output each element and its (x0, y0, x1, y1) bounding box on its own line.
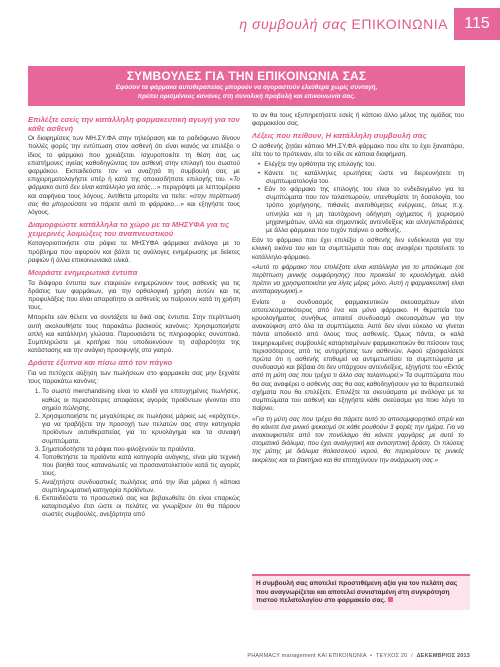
list-item: • Κάνετε τις κατάλληλες ερωτήσεις ώστε να διερευνήσετε τη συμπτωματολογία του. (266, 170, 464, 186)
paragraph-not-suitable: Εάν το φάρμακο που έχει επιλέξει ο ασθενής δεν ενδείκνυται για την κλινική εικόνα του και τα συμπτώματα που σας αναφέρει προτείνετε το κατάλληλο φάρμακο. (252, 237, 464, 261)
page-header (0, 8, 500, 38)
list-item: 2. Χρησιμοποιήστε τις μεγαλύτερες σε πωλήσεις μάρκες ως «κράχτες», για να τραβήξετε την προσοχή των πελατών σας στην κατηγορία προϊόντων αυτοθεραπείας για το κρυολόγημα και τα συναφή συμπτώματα. (42, 413, 240, 446)
paragraph-leaflets-2: Μπορείτε εάν θέλετε να συντάξετε τα δικά σας έντυπα. Στην περίπτωση αυτή ακολουθήστε τους παρακάτω βασικούς κανόνες: Χρησιμοποιήστε απλή και κατάλληλη γλώσσα. Παρουσιάστε τις πληροφορίες συνοπτικά. Συμπληρώστε με κριτήρια που υποδεικνύουν τη σοβαρότητα της κατάστασης και την ανάγκη προσφυγής στο γιατρό. (28, 314, 240, 355)
banner-subtitle-1: Εφόσον τα φάρμακα αυτοθεραπείας μπορούν να αγοραστούν ελεύθερα χωρίς συνταγή, (115, 84, 378, 91)
footer: PHARMACY management ΚΑΙ ΕΠΙΚΟΙΝΩΝΙΑ • ΤΕΥΧΟΣ 20 / ΔΕΚΕΜΒΡΙΟΣ 2013 (247, 653, 470, 659)
section-title-italic: η συμβουλή σας (239, 16, 348, 32)
paragraph-choose-therapy: Οι διαφημίσεις των ΜΗ.ΣΥ.ΦΑ στην τηλεόραση και το ραδιόφωνο δίνουν πολλές φορές την εντύπωση στον ασθενή ότι είναι ικανός να επιλέξει ο ίδιος το φάρμακο που χρειάζεται. Ισχυροποιείτε τη θέση σας ως επιστήμονες υγείας καθοδηγώντας τον ασθενή στην επιλογή του σωστού φαρμάκου. Εκπαιδεύστε τον να αναζητά τη συμβουλή σας με επιχειρηματολογήστε υπέρ ή κατά της οποιασδήποτε επιλογής του. «Το φάρμακο αυτό δεν είναι κατάλληλο για εσάς…» περιγράψτε με λεπτομέρεια και σαφήνεια τους λόγους. Αντίθετα μπορείτε να πείτε: «στην περίπτωσή σας θα μπορούσατε να πάρετε αυτό το φάρμακο…» και εξηγήστε τους λόγους. (28, 135, 240, 217)
list-item: 6. Εκπαιδεύστε το προσωπικό σας και βεβαιωθείτε ότι είναι επαρκώς καταρτισμένο έτσι ώστε οι πελάτες να γνωρίζουν ότι θα πάρουν σωστές συμβουλές, ανεξάρτητα από (42, 495, 240, 520)
footer-date: ΔΕΚΕΜΒΡΙΟΣ 2013 (416, 653, 470, 659)
paragraph-arrange-space: Καταγοριοποιήστε στα ράφια τα ΜΗΣΥΦΑ φάρμακα ανάλογα με το πρόβλημα που αφορούν και βάλτε τις ανάλογες ενημέρωσης με δείκτες ραφιών ή άλλα επικοινωνιακά υλικά. (28, 240, 240, 264)
banner-title: ΣΥΜΒΟΥΛΕΣ ΓΙΑ ΤΗΝ ΕΠΙΚΟΙΝΩΝΙΑ ΣΑΣ (126, 69, 367, 83)
page-number: 115 (454, 8, 500, 40)
paragraph-combination: Ενίοτε ο συνδυασμός φαρμακευτικών σκευασμάτων είναι αποτελεσματικότερος από ένα και μόνο φάρμακο. Η θεραπεία του κρυολογήματος συνήθως απαιτεί συνδυασμό σκευασμάτων για την ανακούφιση από όλα τα συμπτώματα. Αυτό δεν είναι εύκολο να γίνεται πάντα αποδεκτό από όλους τους ασθενείς. Όμως πάντα, οι καλά τεκμηριωμένες συμβουλές καταρτισμένων φαρμακοποιών θα πείσουν τους περισσότερους από τις αντιρρήσεις των ασθενών. Αφού εξασφαλίσετε πρώτα ότι η ασθενής επιθυμεί να αντιμετωπίσει τα συμπτώματα με συνδυασμό και βέβαια ότι δεν υπάρχουν αντενδείξεις, εξηγήστε του «Εκτός από τη μύτη σας που τρέχει τι άλλο σας ταλαιπωρεί;» Τα συμπτώματα που θα σας αναφέρει ο ασθενής σας θα σας καθοδηγήσουν για τα θεραπευτικά σχήματα που θα επιλέξετε. Επιλέξτε τα σκευάσματα με ανάλογα με τα συμπτώματα του ασθενή και εξηγήστε κάθε σκεύασμα για ποιο λόγο το παίρνει. (252, 298, 464, 413)
advice-bullets (252, 161, 464, 235)
section-title (239, 16, 448, 32)
banner (28, 66, 465, 106)
heading-behind-counter: Δράστε έξυπνα και πίσω από τον πάγκο (28, 358, 173, 368)
section-title-caps: ΕΠΙΚΟΙΝΩΝΙΑ (351, 16, 448, 32)
list-item: 1. Το σωστό merchandising είναι το κλειδί για επιτυχημένες πωλήσεις, καθώς οι περισσότερες αποφάσεις αγοράς προϊόντων γίνονται στο σημείο πώλησης. (42, 388, 240, 413)
heading-leaflets: Μοιράστε ενημερωτικά έντυπα (28, 268, 138, 278)
end-square-icon (388, 597, 393, 602)
quote-treatment: «Για τη μύτη σας που τρέχει θα πάρετε αυτό το αποσυμφορητικό σπρέι και θα κάνετε ένα ρινικό ψεκασμό σε κάθε ρουθούνι 3 φορές την ημέρα. Για να ανακουφιστείτε από τον πονόλαιμο θα κάνετε γαργάρες με αυτό το στοματικό διάλυμα, που έχει αναλγητική και αντισηπτική δράση. Οι πλύσεις της μύτης με διάλυμα θαλασσινού νερού, θα περιορίσουν τις ρινικές εκκρίσεις και τα βακτήρια και θα επιταχύνουν την ανάρρωση σας.» (252, 415, 464, 464)
heading-choose-therapy: Επιλέξτε εσείς την κατάλληλη φαρμακευτική αγωγή για τον κάθε ασθενή (28, 115, 240, 133)
heading-arrange-space: Διαμορφώστε κατάλληλα το χώρο με τα ΜΗΣΥΦΑ για τις χειμερινές λοιμώξεις του αναπνευστικού (28, 220, 230, 238)
left-column (28, 112, 240, 522)
paragraph-patient-request: Ο ασθενής ζητάει κάποιο ΜΗ.ΣΥ.ΦΑ φάρμακο που είτε το έχει ξαναπάρει, είτε του το πρότειναν, είτε το είδε σε κάποια διαφήμιση. (252, 143, 464, 159)
heading-persuasive-words: Λέξεις που πείθουν, Η κατάλληλη συμβουλή σας (252, 131, 427, 141)
paragraph-leaflets-1: Τα διάφορα έντυπα των εταιρειών ενημερώνουν τους ασθενείς για τις δράσεις των φαρμάκων, για την ορθολογική χρήση αυτών και τις προφυλάξεις που είναι απαραίτητο οι ασθενείς να παίρνουν κατά τη χρήση τους. (28, 279, 240, 312)
list-item: • Ελέγξτε την ορθότητα της επιλογής του. (266, 161, 464, 169)
list-item: 3. Σηματοδοτήστε τα ράφια που φιλοξενούν τα προϊόντα. (42, 446, 240, 454)
list-item: 5. Αναζητήστε συνδυαστικές πωλήσεις από την ίδια μάρκα ή κάποια συμπληρωματική κατηγορία προϊόντων. (42, 479, 240, 495)
right-column (252, 112, 464, 467)
list-item: • Εάν το φάρμακο της επιλογής του είναι το ενδεδειγμένο για τα συμπτώματα που τον ταλαιπωρούν, υπενθυμίστε τη δοσολογία, τον τρόπο χορήγησης, πιθανές ανεπιθύμητες ενέργειες, όπως π.χ. υπνηλία και η μη ταυτόχρονη οδήγηση οχήματος ή χειρισμού μηχανημάτων, αλλά και σημαντικές αντενδείξεις και αλληλεπιδράσεις με άλλα φάρμακα που τυχόν παίρνει ο ασθενής. (266, 186, 464, 235)
banner-subtitle-2: πρέπει ορισμένους κανόνες στη συνολική προβολή και επικοινωνία σας. (137, 92, 356, 100)
quote-decongestant: «Αυτό το φάρμακο που επιλέξατε είναι κατάλληλο για το μπούκωμα (σε περίπτωση ρινικής συμφόρησης) που προκαλεί το κρυολόγημα, αλλά πρέπει να χρησιμοποιείται για λίγες μέρες μόνο. Αυτή η φαρμακευτική είναι αντιπαραγωγική.» (252, 263, 464, 296)
rules-list (28, 388, 240, 519)
list-item: 4. Τοποθετήστε τα προϊόντα κατά κατηγορία ανάγκης, είναι μία τεχνική που βοηθά τους καταναλωτές να προσανατολιστούν κατά τις αγορές τους. (42, 454, 240, 479)
callout-box (252, 574, 470, 610)
paragraph-behind-counter: Για να πετύχετε αύξηση των πωλήσεων στο φαρμακείο σας μην ξεχνάτε τους παρακάτω κανόνες: (28, 370, 240, 386)
footer-publication: PHARMACY management ΚΑΙ ΕΠΙΚΟΙΝΩΝΙΑ (247, 653, 367, 659)
paragraph-continued: το αν θα τους εξυπηρετήσετε εσείς ή κάποιο άλλο μέλος της ομάδας του φαρμακείου σας. (252, 112, 464, 128)
callout-text: Η συμβουλή σας αποτελεί προστιθέμενη αξία για τον πελάτη σας που αναγνωρίζεται και αποτελεί συνισταμένη στη συγκρότηση πιστού πελατολογίου στο φαρμακείο σας. (256, 580, 458, 604)
footer-issue: ΤΕΥΧΟΣ 20 (375, 653, 408, 659)
